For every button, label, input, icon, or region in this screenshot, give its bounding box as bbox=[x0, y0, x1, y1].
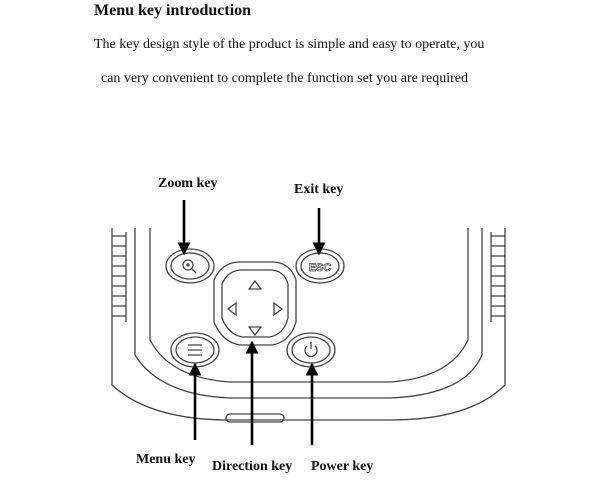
menu-key-label: Menu key bbox=[136, 452, 196, 467]
arrow-up-icon bbox=[249, 281, 261, 289]
direction-arrow-icons bbox=[228, 281, 282, 335]
arrow-left-icon bbox=[228, 303, 236, 315]
intro-paragraph-line-1: The key design style of the product is simple and easy to operate, you bbox=[94, 37, 485, 52]
right-grip-ridges bbox=[491, 232, 505, 322]
arrow-down-icon bbox=[249, 327, 261, 335]
zoom-magnifier-icon bbox=[183, 260, 196, 273]
esc-key-text: ESC bbox=[308, 262, 332, 274]
zoom-key-button bbox=[166, 249, 214, 283]
power-key-button bbox=[287, 333, 335, 367]
direction-pad-outer bbox=[214, 262, 296, 345]
intro-paragraph-line-2: can very convenient to complete the function set you are required bbox=[101, 71, 468, 86]
zoom-key-label: Zoom key bbox=[158, 176, 218, 191]
menu-lines-icon bbox=[188, 345, 202, 355]
device-outer-casing bbox=[112, 228, 505, 420]
left-grip-ridges bbox=[112, 232, 126, 322]
arrow-right-icon bbox=[274, 303, 282, 315]
section-heading: Menu key introduction bbox=[94, 2, 252, 19]
power-icon bbox=[305, 342, 317, 356]
power-key-label: Power key bbox=[311, 459, 374, 474]
bottom-connector bbox=[226, 414, 284, 422]
direction-key-label: Direction key bbox=[212, 459, 293, 474]
exit-key-label: Exit key bbox=[294, 182, 344, 197]
